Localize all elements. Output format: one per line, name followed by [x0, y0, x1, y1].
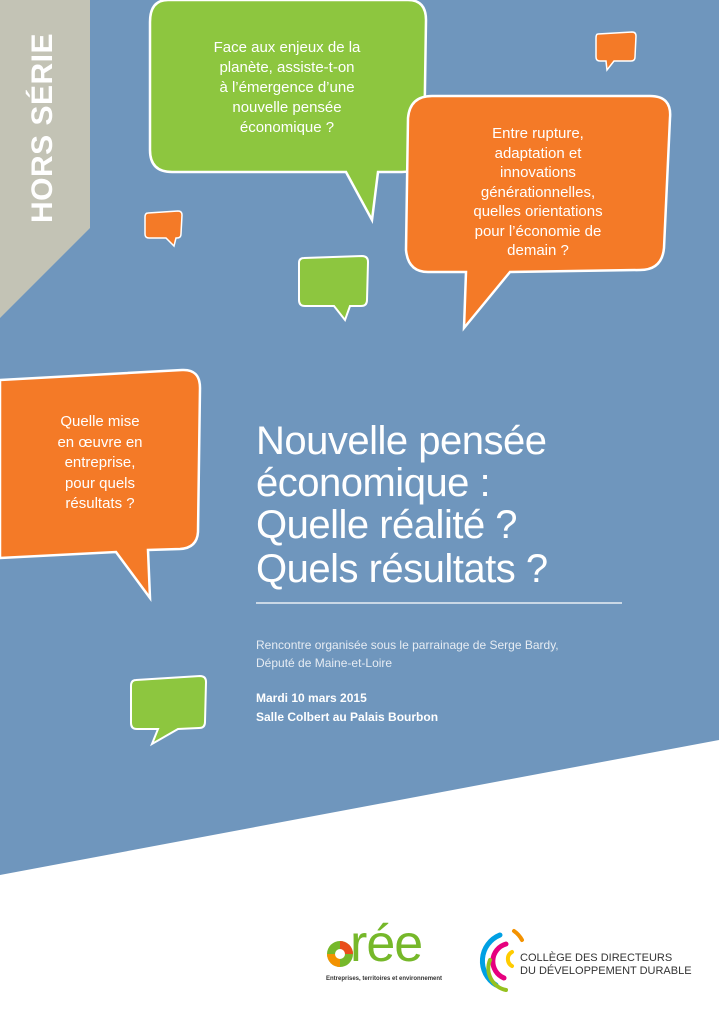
title-line-4: Quels résultats ? — [256, 547, 548, 591]
orange-left-bubble-text: Quelle mise en œuvre en entreprise, pour quels résultats ? — [57, 413, 143, 512]
event-venue: Salle Colbert au Palais Bourbon — [256, 710, 439, 724]
subtitle-line-2: Député de Maine-et-Loire — [256, 656, 393, 670]
subtitle-line-1: Rencontre organisée sous le parrainage de Serge Bardy, — [256, 638, 559, 652]
orange-right-bubble-text: Entre rupture, adaptation et innovations générationnelles, quelles orientations pour l’économie de demain ? — [473, 125, 603, 259]
college-logo-line-2: DU DÉVELOPPEMENT DURABLE — [520, 965, 692, 977]
title-line-1: Nouvelle pensée — [256, 419, 547, 463]
title-line-2: économique : — [256, 461, 491, 505]
oree-logo-word: rée — [350, 915, 423, 973]
green-bubble-text: Face aux enjeux de la planète, assiste-t-on à l’émergence d’une nouvelle pensée économique ? — [213, 39, 361, 136]
hors-serie-tag — [0, 0, 100, 300]
college-logo-line-1: COLLÈGE DES DIRECTEURS — [520, 952, 673, 964]
hors-serie-label: HORS SÉRIE — [26, 32, 59, 224]
college-logo-icon — [482, 931, 522, 990]
title-line-3: Quelle réalité ? — [256, 503, 518, 547]
event-date: Mardi 10 mars 2015 — [256, 691, 367, 705]
oree-logo-tagline: Entreprises, territoires et environnement — [326, 976, 443, 982]
